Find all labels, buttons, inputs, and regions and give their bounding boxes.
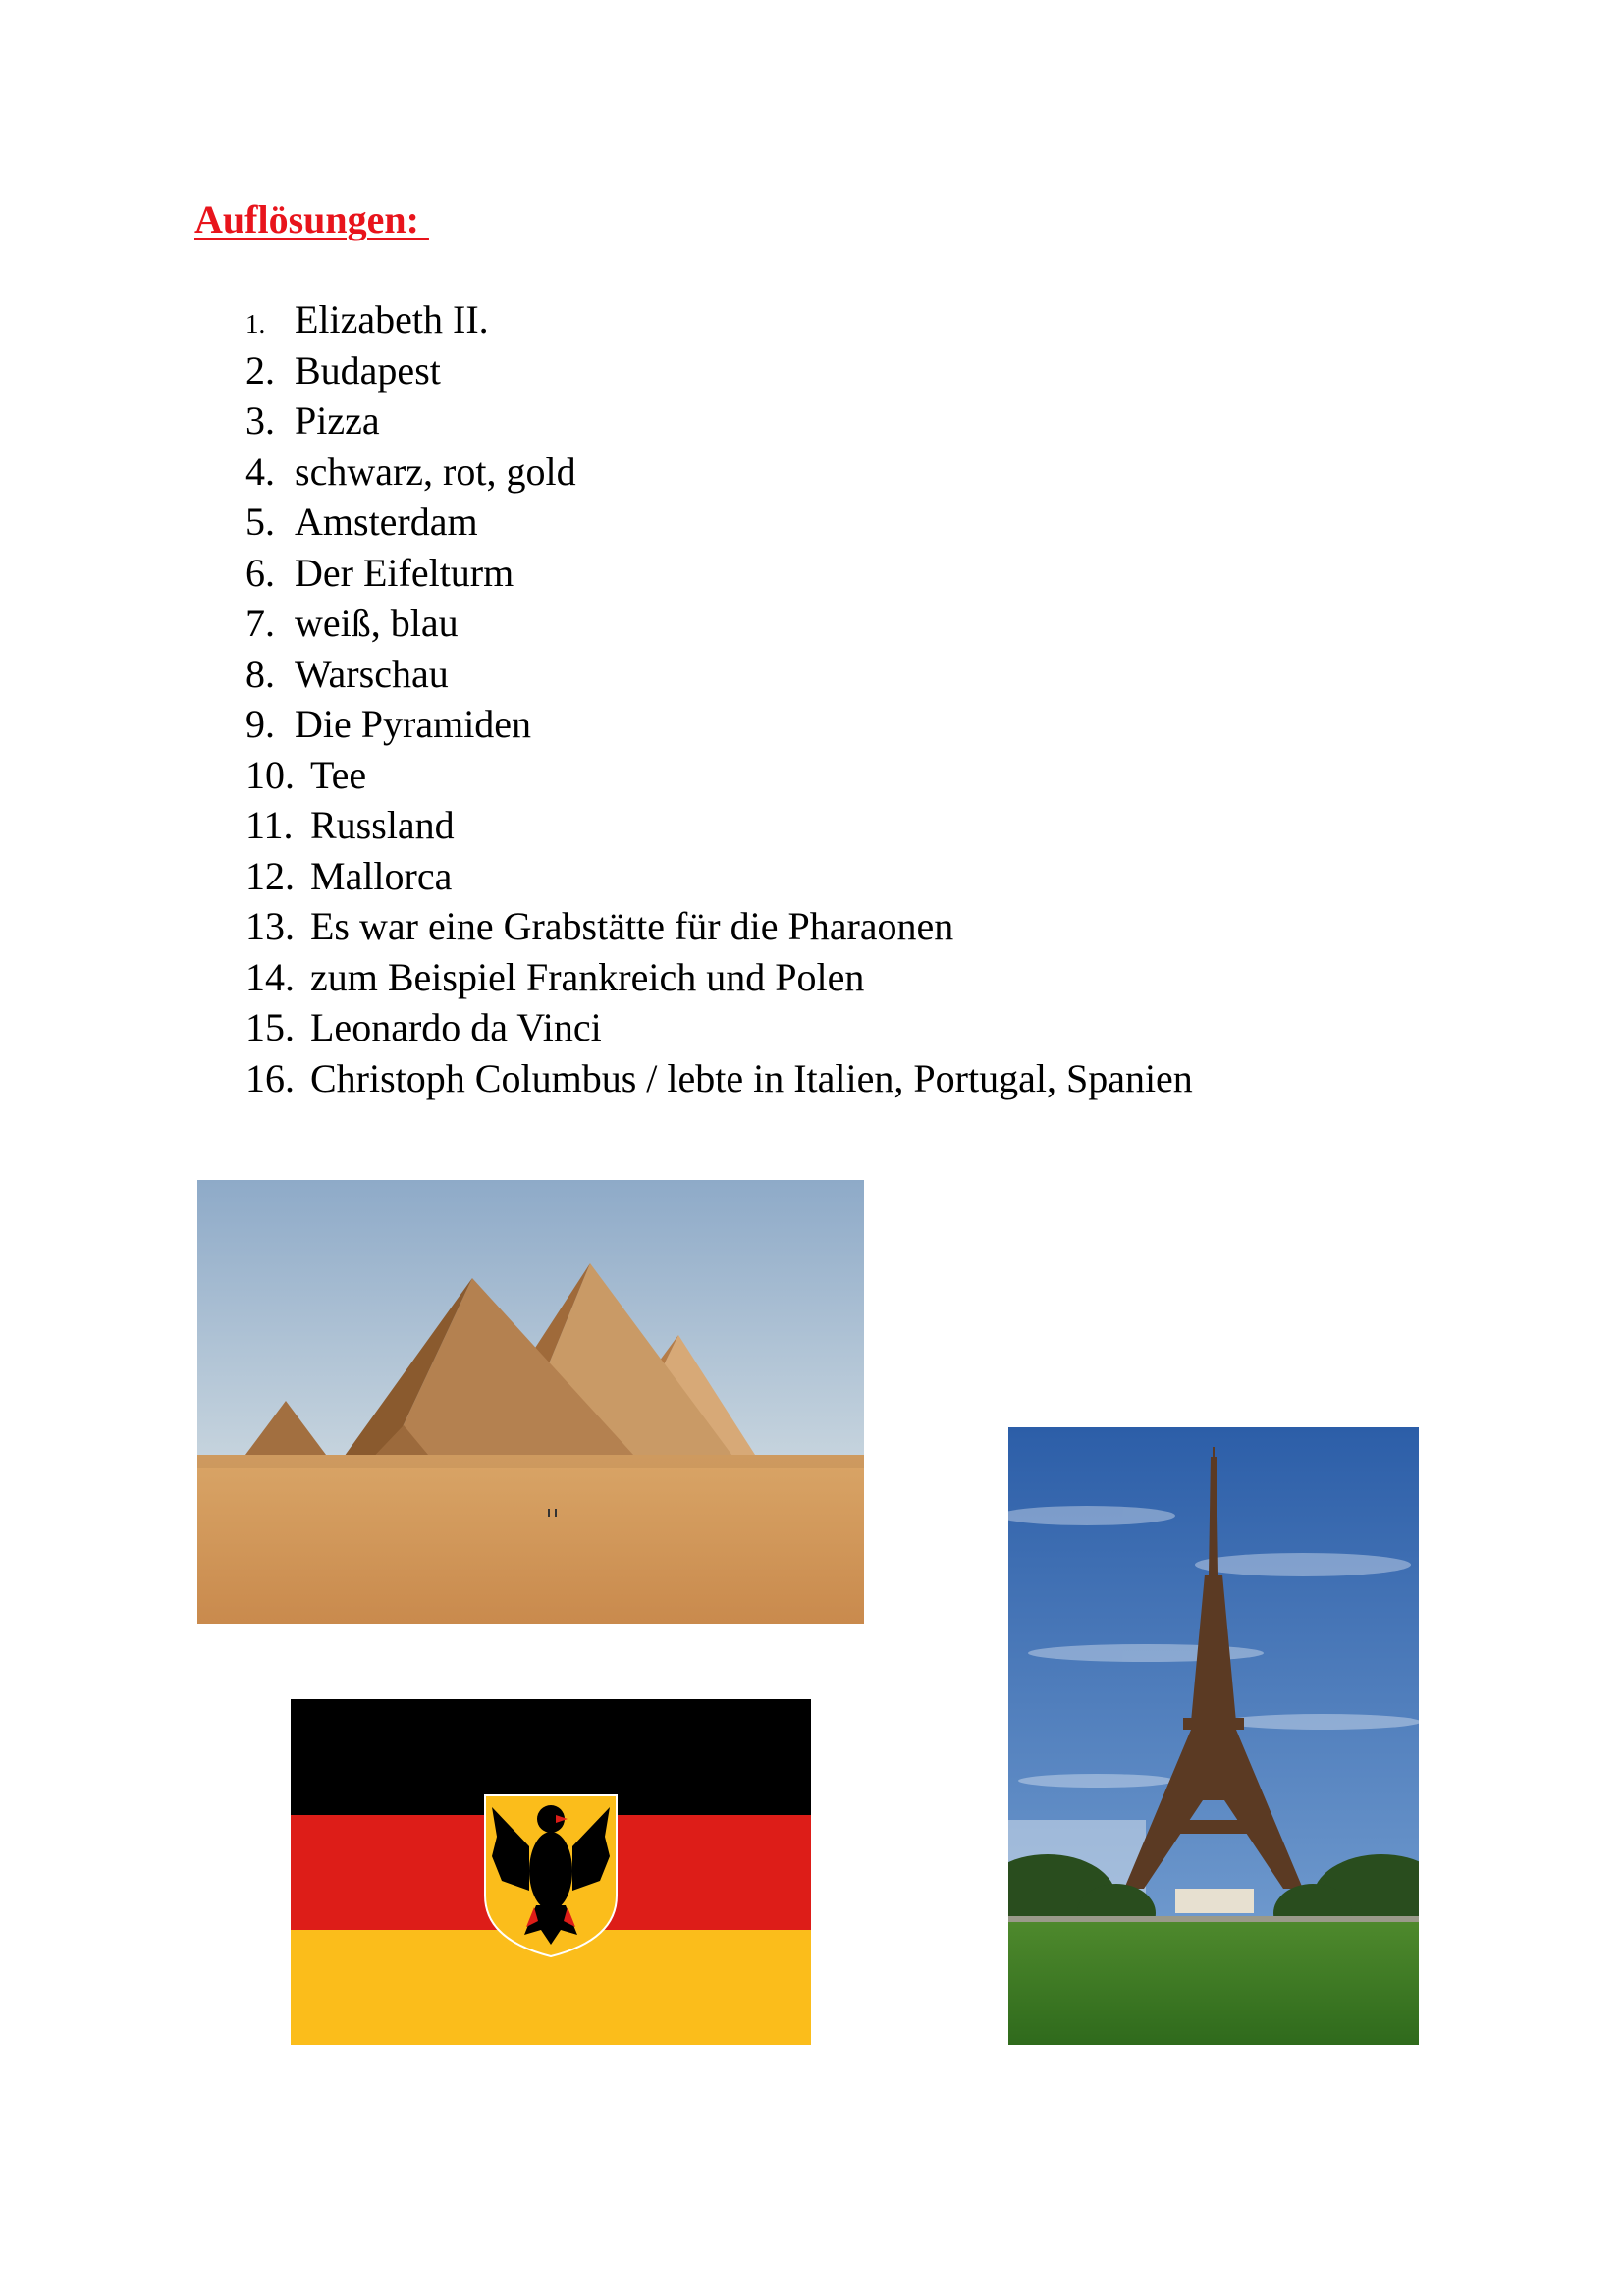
- answer-number: 8.: [245, 651, 275, 696]
- answer-item: [245, 294, 1193, 346]
- answer-text: Mallorca: [310, 853, 453, 898]
- answer-item: [245, 346, 1193, 397]
- answer-item: [245, 649, 1193, 700]
- answer-item: [245, 1053, 1193, 1104]
- answer-item: [245, 800, 1193, 851]
- answer-text: zum Beispiel Frankreich und Polen: [310, 954, 865, 999]
- answer-item: [245, 952, 1193, 1003]
- answer-text: Es war eine Grabstätte für die Pharaonen: [310, 904, 954, 948]
- german-flag-image: [291, 1699, 811, 2045]
- answer-number: 4.: [245, 449, 275, 494]
- answer-text: Russland: [310, 803, 455, 847]
- answer-item: [245, 851, 1193, 902]
- answer-number: 3.: [245, 399, 275, 443]
- answer-text: weiß, blau: [295, 601, 459, 645]
- answer-text: Warschau: [295, 651, 449, 696]
- answer-item: [245, 1002, 1193, 1053]
- answer-number: 9.: [245, 702, 275, 746]
- answer-item: [245, 396, 1193, 447]
- answer-item: [245, 447, 1193, 498]
- answer-number: 11.: [245, 803, 294, 847]
- answer-text: Christoph Columbus / lebte in Italien, Portugal, Spanien: [310, 1055, 1193, 1100]
- answer-text: Elizabeth II.: [295, 297, 489, 342]
- answer-text: Die Pyramiden: [295, 702, 532, 746]
- answer-text: Leonardo da Vinci: [310, 1005, 602, 1049]
- answer-text: schwarz, rot, gold: [295, 449, 576, 494]
- answer-number: 16.: [245, 1055, 295, 1100]
- answer-item: [245, 901, 1193, 952]
- answer-number: 15.: [245, 1005, 295, 1049]
- answer-list: [245, 294, 1193, 1103]
- answer-item: [245, 497, 1193, 548]
- page-heading: Auflösungen:: [194, 197, 429, 241]
- answer-number: 12.: [245, 853, 295, 898]
- answer-text: Budapest: [295, 347, 441, 393]
- answer-number: 7.: [245, 601, 275, 645]
- answer-text: Der Eifelturm: [295, 550, 514, 595]
- answer-text: Tee: [310, 752, 367, 797]
- answer-item: [245, 699, 1193, 750]
- answer-number: 13.: [245, 904, 295, 948]
- answer-number: 2.: [245, 347, 275, 393]
- answer-item: [245, 548, 1193, 599]
- answer-number: 6.: [245, 550, 275, 595]
- eiffel-tower-photo: [1008, 1427, 1419, 2045]
- answer-number: 14.: [245, 954, 295, 999]
- answer-text: Pizza: [295, 399, 380, 443]
- answer-item: [245, 598, 1193, 649]
- answer-text: Amsterdam: [295, 500, 478, 544]
- answer-item: [245, 750, 1193, 801]
- answer-number: 1.: [245, 309, 266, 339]
- answer-number: 5.: [245, 500, 275, 544]
- pyramids-photo: [197, 1180, 864, 1624]
- answer-number: 10.: [245, 752, 295, 797]
